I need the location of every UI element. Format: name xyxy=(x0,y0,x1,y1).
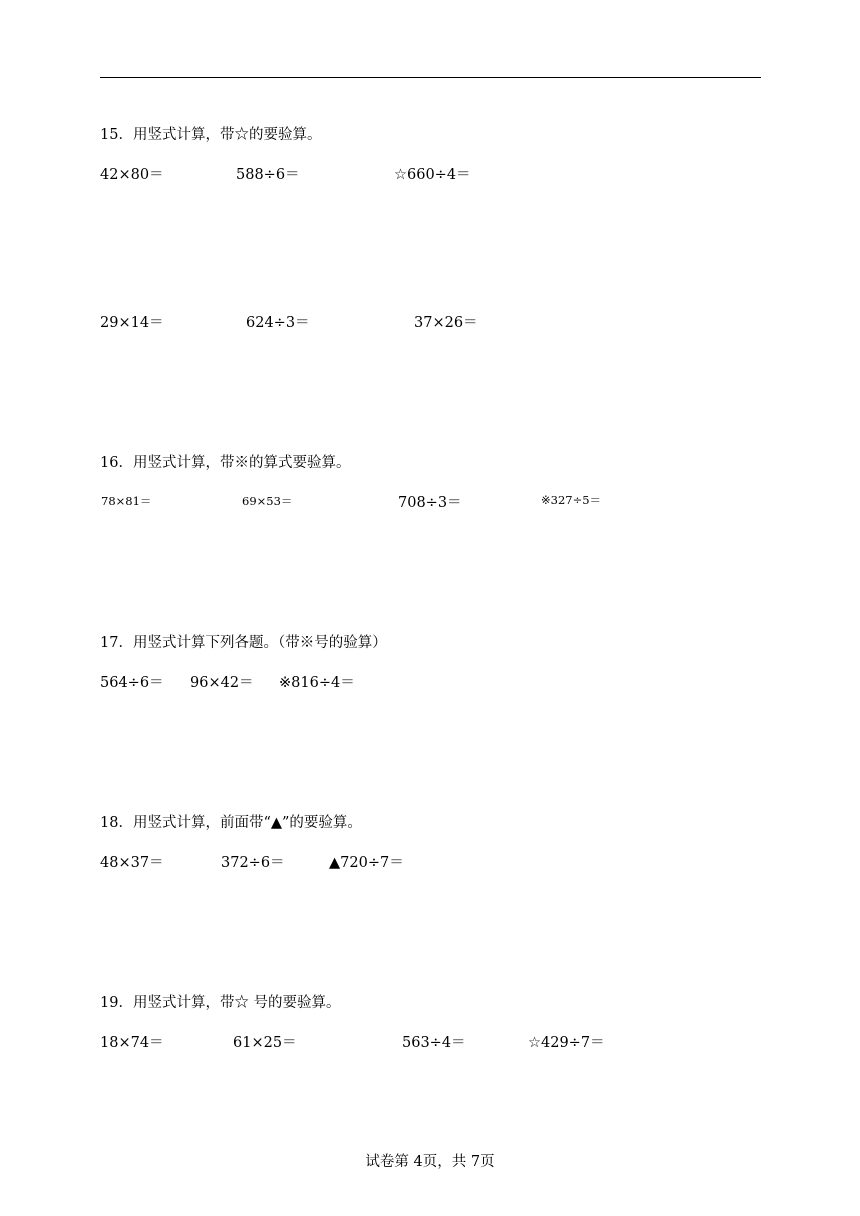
q16-expr-4: ※327÷5＝ xyxy=(541,493,602,507)
q15-expr-6: 37×26＝ xyxy=(414,315,478,331)
q15-expr-3: ☆660÷4＝ xyxy=(394,167,471,183)
q16-expr-1: 78×81＝ xyxy=(101,494,152,508)
q15-expr-1: 42×80＝ xyxy=(100,167,164,183)
q15-expr-4: 29×14＝ xyxy=(100,315,164,331)
q16-expr-2: 69×53＝ xyxy=(242,494,293,508)
question-19-title: 19．用竖式计算，带☆ 号的要验算。 xyxy=(100,995,341,1011)
header-rule xyxy=(100,77,761,78)
q17-expr-3: ※816÷4＝ xyxy=(279,675,355,691)
q15-expr-5: 624÷3＝ xyxy=(246,315,310,331)
q15-expr-2: 588÷6＝ xyxy=(236,167,300,183)
question-18-title: 18．用竖式计算，前面带“▲”的要验算。 xyxy=(100,815,362,831)
q19-expr-3: 563÷4＝ xyxy=(402,1035,466,1051)
question-15-title: 15．用竖式计算，带☆的要验算。 xyxy=(100,127,322,143)
q19-expr-4: ☆429÷7＝ xyxy=(528,1035,605,1051)
page-footer: 试卷第 4页，共 7页 xyxy=(365,1154,495,1170)
q16-expr-3: 708÷3＝ xyxy=(398,495,462,511)
q17-expr-1: 564÷6＝ xyxy=(100,675,164,691)
q19-expr-1: 18×74＝ xyxy=(100,1035,164,1051)
question-17-title: 17．用竖式计算下列各题。（带※号的验算） xyxy=(100,635,387,651)
q17-expr-2: 96×42＝ xyxy=(190,675,254,691)
question-16-title: 16．用竖式计算，带※的算式要验算。 xyxy=(100,455,351,471)
q19-expr-2: 61×25＝ xyxy=(233,1035,297,1051)
q18-expr-2: 372÷6＝ xyxy=(221,855,285,871)
q18-expr-1: 48×37＝ xyxy=(100,855,164,871)
q18-expr-3: ▲720÷7＝ xyxy=(329,855,404,871)
